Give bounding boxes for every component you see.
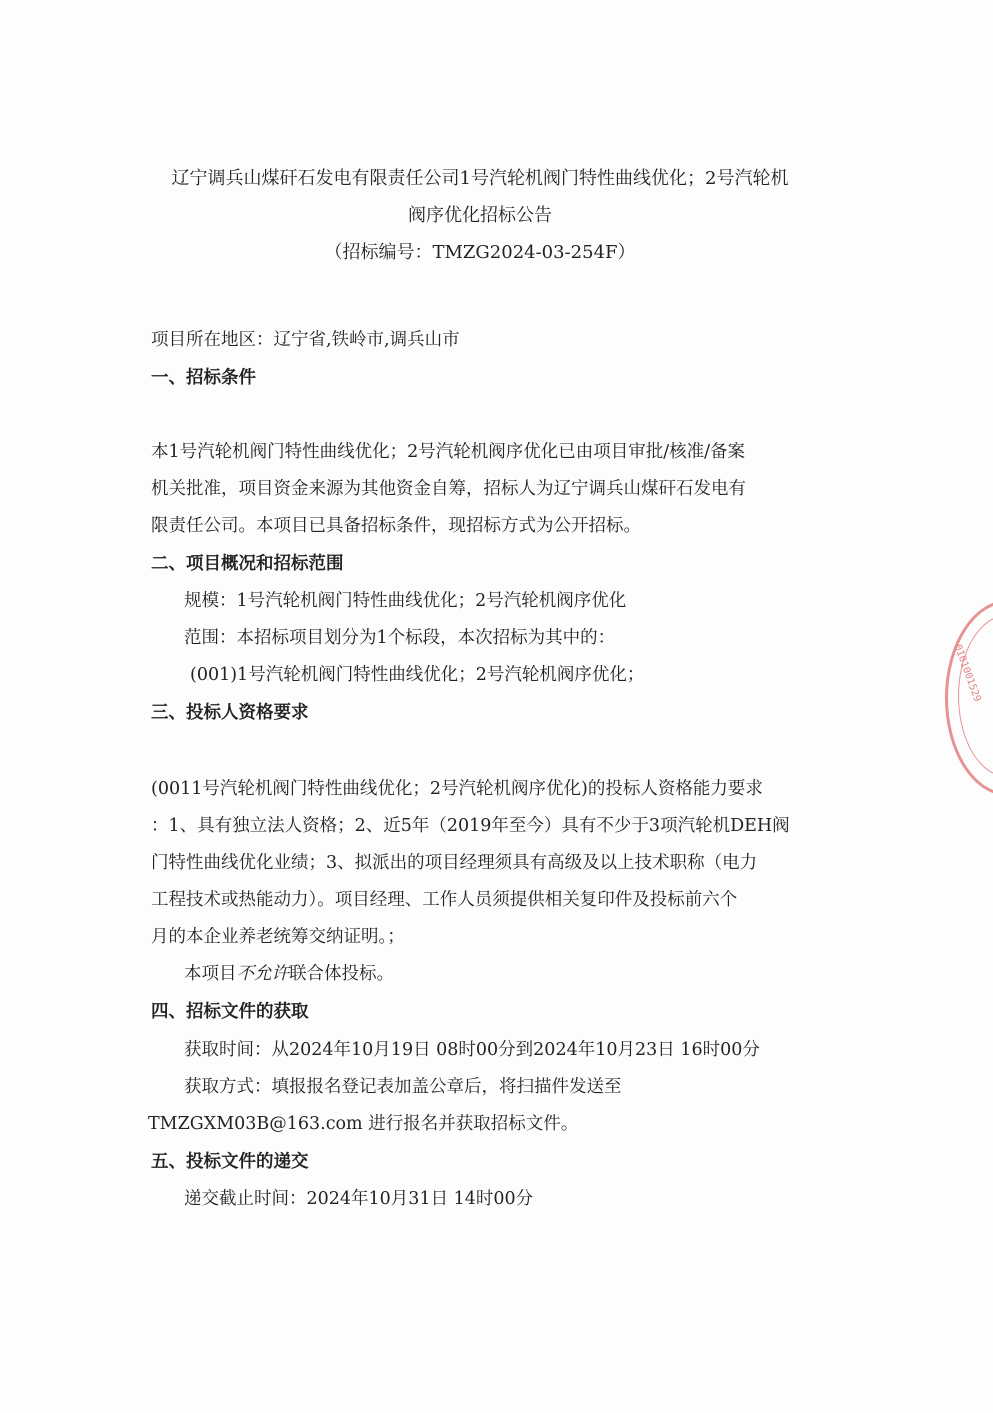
acquisition-method: 获取方式：填报报名登记表加盖公章后，将扫描件发送至 bbox=[184, 1077, 622, 1097]
section-4-heading: 四、招标文件的获取 bbox=[151, 1002, 309, 1022]
qualification-line: (0011号汽轮机阀门特性曲线优化；2号汽轮机阀序优化)的投标人资格能力要求 bbox=[151, 779, 763, 799]
lot-item: (001)1号汽轮机阀门特性曲线优化；2号汽轮机阀序优化； bbox=[190, 665, 645, 685]
tender-number: （招标编号：TMZG2024-03-254F） bbox=[324, 242, 636, 263]
acquisition-time: 获取时间：从2024年10月19日 08时00分到2024年10月23日 16时00分 bbox=[184, 1040, 760, 1060]
project-scope: 范围：本招标项目划分为1个标段，本次招标为其中的： bbox=[184, 628, 616, 648]
project-scale: 规模：1号汽轮机阀门特性曲线优化；2号汽轮机阀序优化 bbox=[184, 591, 627, 611]
section-2-heading: 二、项目概况和招标范围 bbox=[151, 554, 344, 574]
document-title bbox=[120, 160, 840, 271]
consortium-prefix: 本项目 bbox=[184, 964, 237, 984]
section-1-heading: 一、招标条件 bbox=[151, 368, 256, 388]
submission-deadline: 递交截止时间：2024年10月31日 14时00分 bbox=[184, 1189, 534, 1209]
official-seal bbox=[945, 600, 993, 796]
qualification-line: 门特性曲线优化业绩；3、拟派出的项目经理须具有高级及以上技术职称（电力 bbox=[151, 853, 758, 873]
section-3-heading: 三、投标人资格要求 bbox=[151, 703, 309, 723]
consortium-suffix: 联合体投标。 bbox=[289, 964, 394, 984]
official-seal-number: 0101001529 bbox=[951, 643, 983, 704]
section-1-paragraph-line: 本1号汽轮机阀门特性曲线优化；2号汽轮机阀序优化已由项目审批/核准/备案 bbox=[151, 442, 746, 462]
title-line-2: 阀序优化招标公告 bbox=[408, 205, 552, 226]
qualification-line: ：1、具有独立法人资格；2、近5年（2019年至今）具有不少于3项汽轮机DEH阀 bbox=[151, 816, 790, 836]
submission-email: TMZGXM03B@163.com 进行报名并获取招标文件。 bbox=[148, 1114, 579, 1134]
section-1-paragraph-line: 机关批准，项目资金来源为其他资金自筹，招标人为辽宁调兵山煤矸石发电有 bbox=[151, 479, 746, 499]
section-5-heading: 五、投标文件的递交 bbox=[151, 1152, 309, 1172]
qualification-line: 工程技术或热能动力）。项目经理、工作人员须提供相关复印件及投标前六个 bbox=[151, 890, 738, 910]
section-1-paragraph-line: 限责任公司。本项目已具备招标条件，现招标方式为公开招标。 bbox=[151, 516, 641, 536]
consortium-status: 不允许 bbox=[236, 964, 289, 984]
title-line-1: 辽宁调兵山煤矸石发电有限责任公司1号汽轮机阀门特性曲线优化；2号汽轮机 bbox=[171, 168, 789, 189]
project-location: 项目所在地区：辽宁省,铁岭市,调兵山市 bbox=[151, 330, 460, 350]
consortium-statement bbox=[184, 960, 394, 985]
qualification-line: 月的本企业养老统筹交纳证明。； bbox=[151, 927, 405, 947]
